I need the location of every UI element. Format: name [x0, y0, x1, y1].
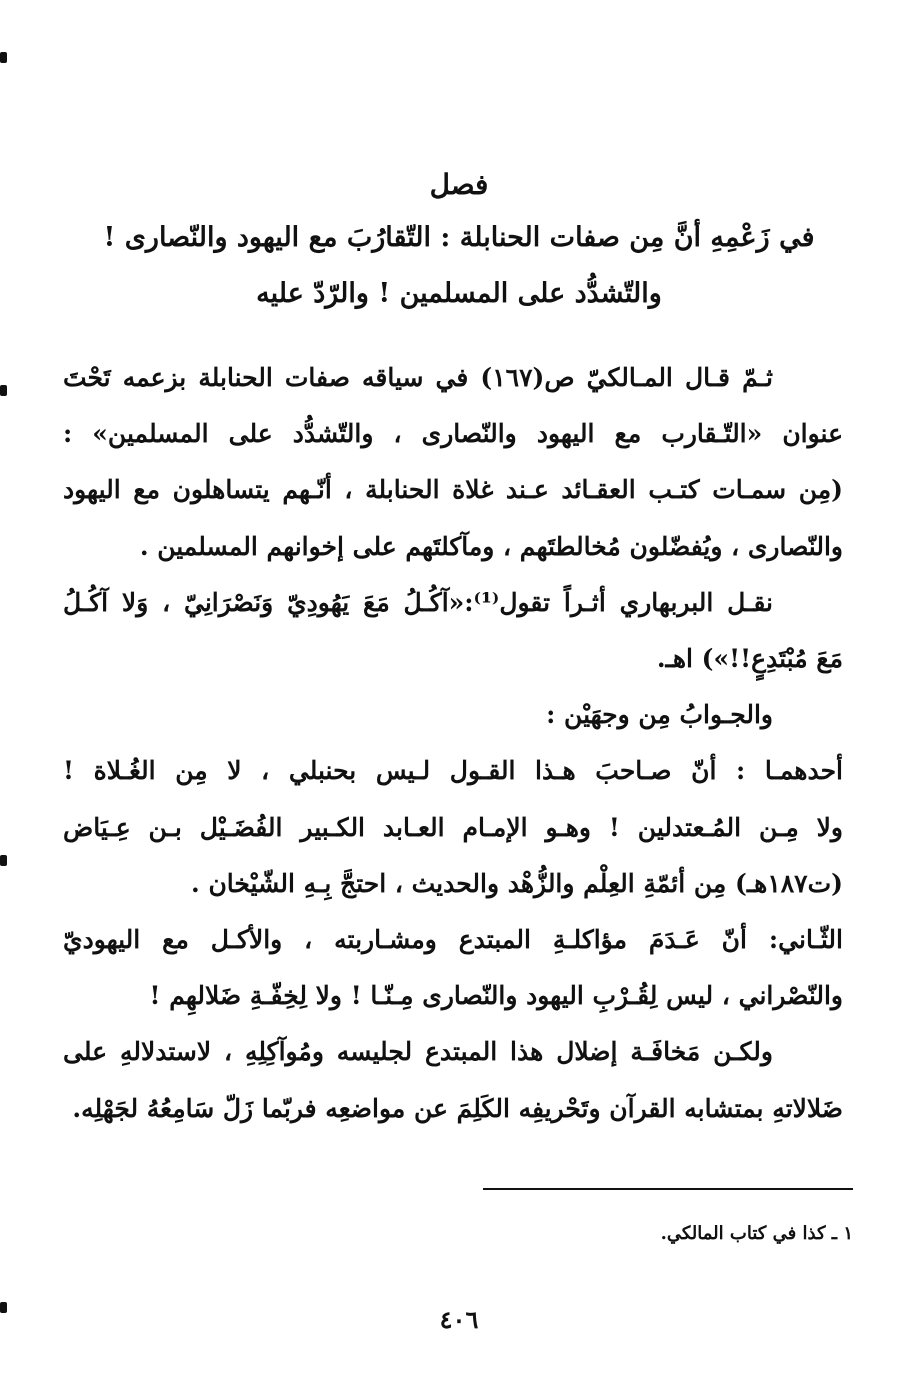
section-title-line-1: في زَعْمِهِ أنَّ مِن صفات الحنابلة : التّقارُبَ مع اليهود والنّصارى !	[103, 222, 815, 253]
scan-edge-mark	[0, 385, 7, 396]
scan-edge-mark	[0, 855, 7, 866]
section-title-line-2: والتّشدُّد على المسلمين ! والرّدّ عليه	[256, 278, 662, 309]
text-line: (مِن سمـات كتـب العقـائد عـند غلاة الحنابلة ، أنّـهم يتساهلون مع اليهود	[63, 475, 843, 505]
text-line: (ت١٨٧هـ) مِن أئمّةِ العِلْم والزُّهْد والحديث ، احتجَّ بِـهِ الشّيْخان .	[191, 868, 843, 898]
paragraph-6	[63, 912, 843, 1024]
text-line: الثّـاني: أنّ عَـدَمَ مؤاكلـةِ المبتدع ومشـاربته ، والأكـل مع اليهوديّ	[63, 925, 843, 955]
paragraph-4	[63, 687, 843, 743]
text-line: أحدهمـا : أنّ صـاحبَ هـذا القـول لـيس بحنبلي ، لا مِن الغُـلاة !	[63, 756, 843, 786]
text-line: والجـوابُ مِن وجهَيْن :	[546, 700, 773, 730]
text-line: مَعَ مُبْتَدِعٍ!!») اهـ.	[656, 644, 843, 674]
text-line: عنوان «التّـقارب مع اليهود والنّصارى ، والتّشدُّد على المسلمين» :	[63, 419, 843, 449]
footnote: ١ ـ كذا في كتاب المالكي.	[660, 1223, 853, 1244]
text-line: ضَلالاتهِ بمتشابه القرآن وتَحْريفِه الكَلِمَ عن مواضعِه فربّما زَلّ سَامِعُهُ لجَهْلِه.	[72, 1093, 843, 1123]
paragraph-5	[63, 743, 843, 912]
paragraph-7	[63, 1024, 843, 1136]
footnote-divider	[483, 1188, 853, 1190]
body-text	[63, 350, 843, 1137]
paragraph-1	[63, 350, 843, 462]
section-heading: فصل	[429, 168, 489, 201]
text-line: ولا مِـن المُـعتدلين ! وهـو الإمـام العـابد الكـبير الفُضَـيْل بـن عِـيَاض	[63, 812, 843, 842]
text-line: ثـمّ قـال المـالكيّ ص(١٦٧) في سياقه صفات الحنابلة بزعمه تَحْتَ	[63, 363, 774, 392]
text-line: والنّصْراني ، ليس لِقُـرْبِ اليهود والنّصارى مِـنّـا ! ولا لِخِفّـةِ ضَلالهِم !	[149, 981, 843, 1011]
paragraph-2	[63, 462, 843, 574]
scan-edge-mark	[0, 52, 7, 63]
text-line: نقـل البربهاري أثـراً تقول⁽¹⁾:«آكُـلُ مَعَ يَهُودِيّ وَنَصْرَانِيّ ، وَلا آكُـلُ	[63, 587, 774, 617]
paragraph-3	[63, 575, 843, 687]
text-line: والنّصارى ، ويُفضّلون مُخالطتَهم ، ومآكلتَهم على إخوانهم المسلمين .	[139, 531, 843, 561]
text-line: ولكـن مَخافَـة إضلال هذا المبتدع لجليسه ومُوآكِلِهِ ، لاستدلالهِ على	[63, 1037, 773, 1067]
page-number: ٤٠٦	[439, 1305, 479, 1334]
